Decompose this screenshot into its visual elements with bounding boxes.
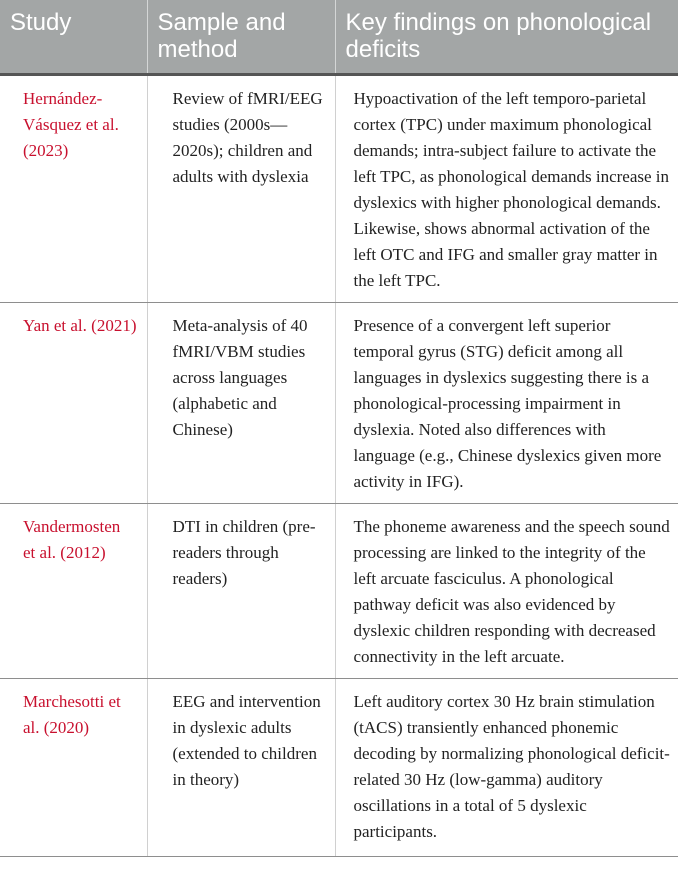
findings-cell: Hypoactivation of the left temporo-parietal cortex (TPC) under maximum phonological demands; intra-subject failure to activate the left TPC, as phonological demands increase in dyslexics with higher phonological demands. Likewise, shows abnormal activation of the left OTC and IFG and smaller gray matter in the left TPC. (335, 74, 678, 302)
header-sample-and-method: Sample and method (147, 0, 335, 74)
study-cell: Hernández-Vásquez et al. (2023) (0, 74, 147, 302)
sample-cell: EEG and intervention in dyslexic adults (extended to children in theory) (147, 678, 335, 856)
findings-cell: Presence of a convergent left superior temporal gyrus (STG) deficit among all languages in dyslexics suggesting there is a phonological-processing impairment in dyslexia. Noted also differences with language (e.g., Chinese dyslexics given more activity in IFG). (335, 302, 678, 503)
sample-cell: Meta-analysis of 40 fMRI/VBM studies across languages (alphabetic and Chinese) (147, 302, 335, 503)
table-row (0, 678, 678, 856)
header-row (0, 0, 678, 74)
table-row (0, 74, 678, 302)
findings-cell: The phoneme awareness and the speech sound processing are linked to the integrity of the left arcuate fasciculus. A phonological pathway deficit was also evidenced by dyslexic children responding with decreased connectivity in the left arcuate. (335, 503, 678, 678)
table-body (0, 74, 678, 856)
findings-cell: Left auditory cortex 30 Hz brain stimulation (tACS) transiently enhanced phonemic decoding by normalizing phonological deficit-related 30 Hz (low-gamma) auditory oscillations in a total of 5 dyslexic participants. (335, 678, 678, 856)
table-row (0, 302, 678, 503)
header-key-findings: Key findings on phonological deficits (335, 0, 678, 74)
study-cell: Vandermosten et al. (2012) (0, 503, 147, 678)
sample-cell: DTI in children (pre-readers through readers) (147, 503, 335, 678)
table-header (0, 0, 678, 74)
study-cell: Yan et al. (2021) (0, 302, 147, 503)
study-cell: Marchesotti et al. (2020) (0, 678, 147, 856)
table-row (0, 503, 678, 678)
sample-cell: Review of fMRI/EEG studies (2000s—2020s); children and adults with dyslexia (147, 74, 335, 302)
header-study: Study (0, 0, 147, 74)
